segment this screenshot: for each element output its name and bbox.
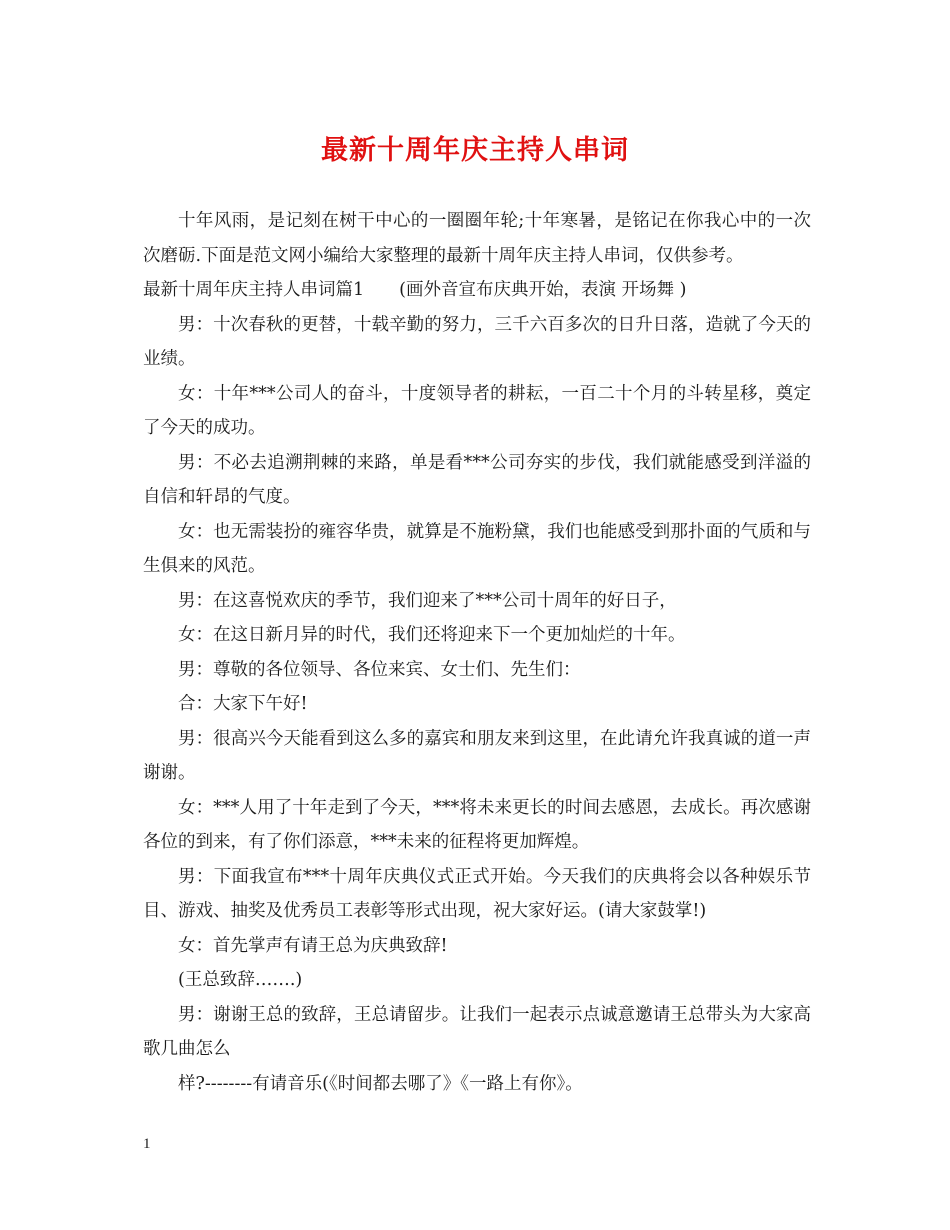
paragraph: 男：很高兴今天能看到这么多的嘉宾和朋友来到这里，在此请允许我真诚的道一声谢谢。 (143, 728, 811, 783)
paragraph: 男：不必去追溯荆棘的来路，单是看***公司夯实的步伐，我们就能感受到洋溢的自信和轩昂的气度。 (143, 452, 811, 507)
paragraph: 样?--------有请音乐(《时间都去哪了》《一路上有你》。 (178, 1073, 583, 1094)
page-number: 1 (143, 1136, 151, 1152)
paragraph: 女：在这日新月异的时代，我们还将迎来下一个更加灿烂的十年。 (178, 625, 686, 645)
document-title: 最新十周年庆主持人串词 (321, 135, 629, 166)
paragraph: 女：也无需装扮的雍容华贵，就算是不施粉黛，我们也能感受到那扑面的气质和与生俱来的风范。 (143, 521, 811, 576)
document-body (143, 204, 811, 1101)
paragraph: 女：十年***公司人的奋斗，十度领导者的耕耘，一百二十个月的斗转星移，奠定了今天的成功。 (143, 383, 811, 438)
paragraph: 男：谢谢王总的致辞，王总请留步。让我们一起表示点诚意邀请王总带头为大家高歌几曲怎么 (143, 1004, 811, 1059)
paragraph: 最新十周年庆主持人串词篇1 (画外音宣布庆典开始，表演 开场舞 ) (143, 280, 687, 300)
paragraph: (王总致辞…….) (178, 970, 303, 990)
paragraph: 女：***人用了十年走到了今天，***将未来更长的时间去感恩，去成长。再次感谢各位的到来，有了你们添意，***未来的征程将更加辉煌。 (143, 797, 811, 852)
paragraph: 男：尊敬的各位领导、各位来宾、女士们、先生们： (178, 659, 581, 680)
paragraph: 男：下面我宣布***十周年庆典仪式正式开始。今天我们的庆典将会以各种娱乐节目、游戏、抽奖及优秀员工表彰等形式出现，祝大家好运。(请大家鼓掌!) (143, 866, 811, 921)
paragraph: 十年风雨，是记刻在树干中心的一圈圈年轮;十年寒暑，是铭记在你我心中的一次次磨砺.下面是范文网小编给大家整理的最新十周年庆主持人串词，仅供参考。 (143, 211, 811, 266)
paragraph: 合：大家下午好! (178, 694, 308, 714)
paragraph: 男：在这喜悦欢庆的季节，我们迎来了***公司十周年的好日子， (178, 590, 677, 611)
paragraph: 女：首先掌声有请王总为庆典致辞! (178, 935, 448, 956)
paragraph: 男：十次春秋的更替，十载辛勤的努力，三千六百多次的日升日落，造就了今天的业绩。 (143, 314, 811, 369)
